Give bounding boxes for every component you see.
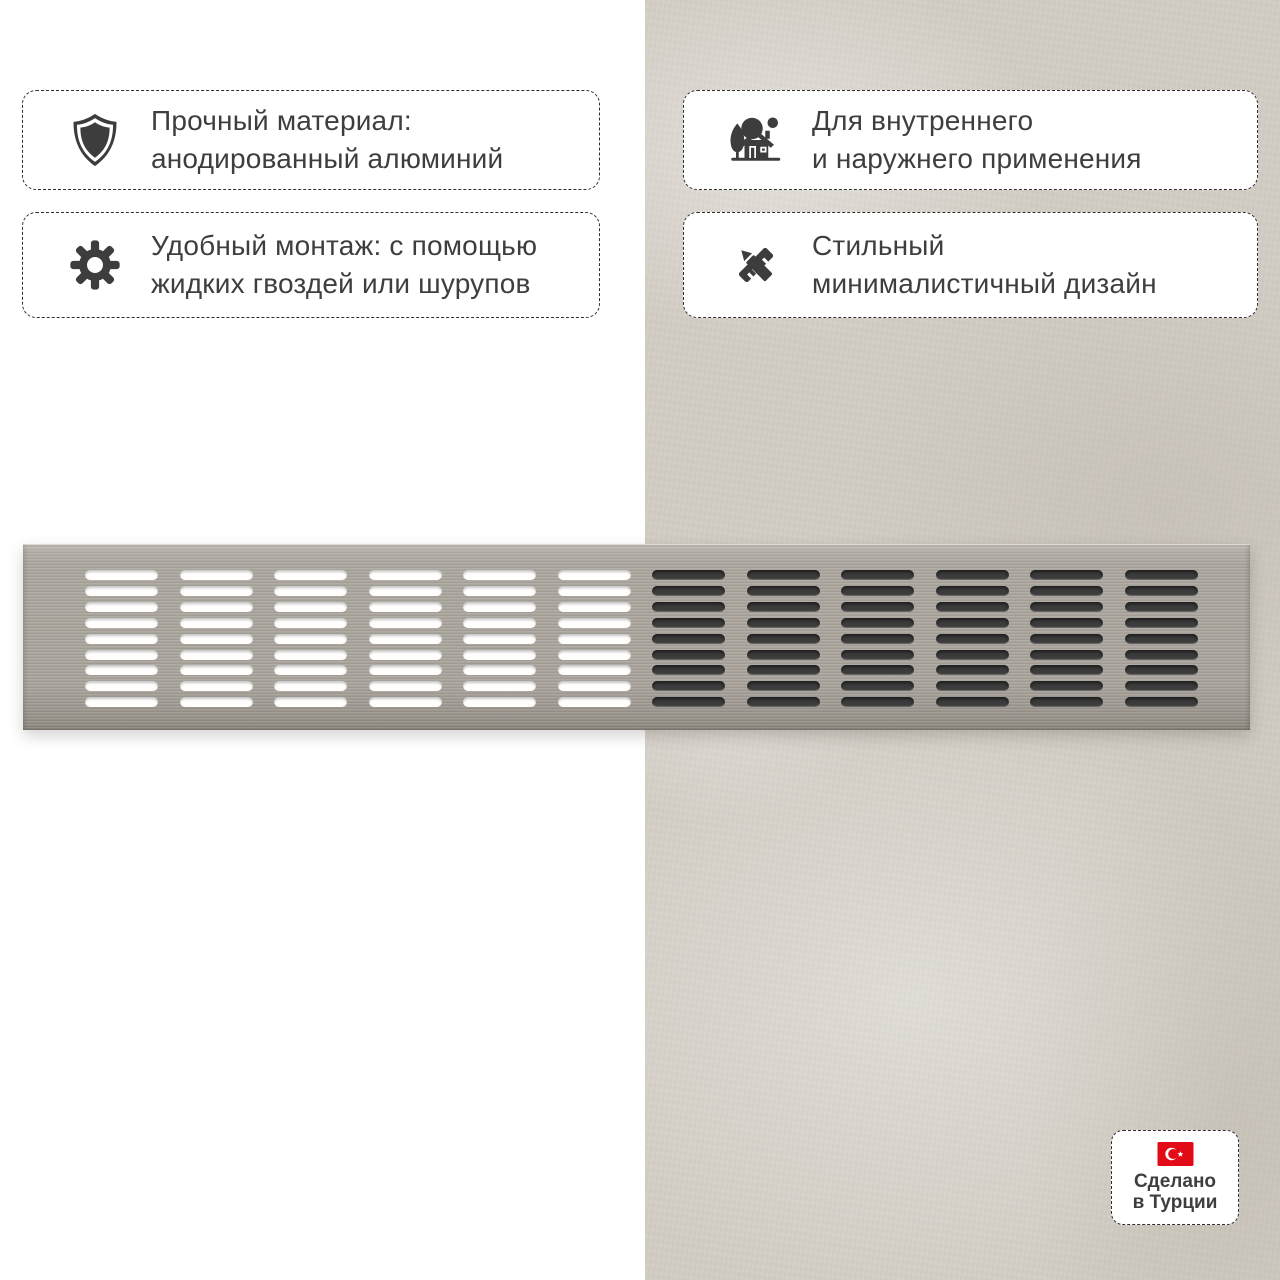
- turkey-flag-icon: [1156, 1142, 1195, 1166]
- grille-slot: [747, 681, 820, 691]
- feature-line: Для внутреннего: [812, 105, 1034, 136]
- feature-text-material: [151, 102, 503, 178]
- made-in-line1: Сделано: [1133, 1171, 1217, 1192]
- grille-slot: [936, 681, 1009, 691]
- grille-slot: [463, 570, 536, 580]
- grille-slot: [85, 634, 158, 644]
- grille-slot: [841, 634, 914, 644]
- grille-slot: [747, 570, 820, 580]
- pencil-ruler-icon: [726, 228, 786, 302]
- grille-slot: [1125, 586, 1198, 596]
- grille-slot: [1030, 570, 1103, 580]
- grille-slot: [274, 602, 347, 612]
- feature-line: минималистичный дизайн: [812, 268, 1157, 299]
- grille-slot: [180, 681, 253, 691]
- grille-slot: [841, 618, 914, 628]
- grille-slot: [1125, 681, 1198, 691]
- grille-slot: [369, 602, 442, 612]
- grille-slot: [85, 681, 158, 691]
- grille-slot: [274, 665, 347, 675]
- grille-slot: [369, 665, 442, 675]
- grille-slot: [841, 586, 914, 596]
- grille-slot: [841, 665, 914, 675]
- grille-slot: [841, 681, 914, 691]
- grille-slot: [558, 697, 631, 707]
- grille-slot: [180, 697, 253, 707]
- grille-slot: [274, 634, 347, 644]
- grille-slot: [369, 586, 442, 596]
- gear-icon: [65, 228, 125, 302]
- grille-slot: [1125, 602, 1198, 612]
- grille-slot: [463, 586, 536, 596]
- feature-box-mounting: [22, 212, 600, 318]
- grille-slot: [369, 650, 442, 660]
- grille-slot: [841, 570, 914, 580]
- grille-slot: [463, 665, 536, 675]
- grille-slot: [85, 665, 158, 675]
- grille-slot: [274, 681, 347, 691]
- grille-slot: [1125, 618, 1198, 628]
- grille-slot: [369, 618, 442, 628]
- grille-slot: [180, 586, 253, 596]
- grille-slot: [85, 650, 158, 660]
- feature-line: жидких гвоздей или шурупов: [151, 268, 531, 299]
- grille-slot: [747, 618, 820, 628]
- feature-box-material: [22, 90, 600, 190]
- feature-line: Удобный монтаж: с помощью: [151, 230, 538, 261]
- grille-slot: [841, 602, 914, 612]
- grille-slot: [274, 570, 347, 580]
- grille-slot: [463, 602, 536, 612]
- grille-slot: [1125, 634, 1198, 644]
- grille-slot: [274, 618, 347, 628]
- grille-slot: [369, 634, 442, 644]
- grille-slot: [936, 650, 1009, 660]
- grille-slot: [180, 634, 253, 644]
- feature-text-mounting: [151, 227, 537, 303]
- grille-slot: [1030, 681, 1103, 691]
- feature-box-usage: [683, 90, 1258, 190]
- grille-slot: [463, 650, 536, 660]
- grille-slot: [369, 681, 442, 691]
- grille-slot: [1125, 650, 1198, 660]
- grille-slot: [841, 650, 914, 660]
- grille-slot: [558, 681, 631, 691]
- grille-slot: [180, 570, 253, 580]
- feature-line: и наружнего применения: [812, 143, 1142, 174]
- grille-slot: [558, 586, 631, 596]
- grille-slot: [652, 618, 725, 628]
- grille-slot: [652, 586, 725, 596]
- grille-slot: [463, 618, 536, 628]
- grille-slot: [747, 602, 820, 612]
- grille-slot: [936, 618, 1009, 628]
- grille-slot: [841, 697, 914, 707]
- grille-slot: [180, 618, 253, 628]
- made-in-badge: [1111, 1130, 1239, 1225]
- vent-grille: [23, 544, 1250, 730]
- grille-slot: [747, 665, 820, 675]
- grille-slot: [180, 650, 253, 660]
- grille-slot: [652, 570, 725, 580]
- grille-slot: [558, 665, 631, 675]
- grille-slot: [652, 650, 725, 660]
- grille-slot: [1030, 650, 1103, 660]
- grille-slot: [85, 586, 158, 596]
- grille-slot: [1030, 665, 1103, 675]
- grille-slot: [936, 665, 1009, 675]
- grille-slot: [558, 650, 631, 660]
- made-in-text: [1133, 1171, 1218, 1213]
- grille-slot: [652, 602, 725, 612]
- feature-text-design: [812, 227, 1157, 303]
- feature-line: Прочный материал:: [151, 105, 412, 136]
- grille-slot: [1030, 586, 1103, 596]
- grille-slot: [274, 586, 347, 596]
- grille-slot: [1030, 697, 1103, 707]
- grille-slot: [463, 634, 536, 644]
- grille-slot: [747, 586, 820, 596]
- grille-slot: [369, 697, 442, 707]
- feature-text-usage: [812, 102, 1142, 178]
- grille-slot: [85, 618, 158, 628]
- grille-slot: [652, 697, 725, 707]
- grille-slot: [85, 570, 158, 580]
- grille-slot: [180, 602, 253, 612]
- feature-line: Стильный: [812, 230, 945, 261]
- grille-slot: [558, 570, 631, 580]
- grille-slot: [180, 665, 253, 675]
- feature-line: анодированный алюминий: [151, 143, 504, 174]
- grille-slot: [936, 586, 1009, 596]
- grille-slot: [652, 681, 725, 691]
- grille-slot: [463, 697, 536, 707]
- grille-slot: [747, 650, 820, 660]
- grille-slot: [85, 697, 158, 707]
- grille-slot: [652, 634, 725, 644]
- grille-slot: [936, 634, 1009, 644]
- grille-slot: [936, 570, 1009, 580]
- grille-slot: [558, 634, 631, 644]
- grille-slot: [936, 602, 1009, 612]
- made-in-line2: в Турции: [1132, 1192, 1218, 1213]
- grille-slot: [1125, 665, 1198, 675]
- grille-slot: [85, 602, 158, 612]
- grille-slot: [274, 650, 347, 660]
- grille-slot: [1030, 618, 1103, 628]
- grille-slot: [558, 618, 631, 628]
- grille-slot: [1125, 697, 1198, 707]
- grille-slot: [1030, 602, 1103, 612]
- grille-slot: [936, 697, 1009, 707]
- grille-slot: [369, 570, 442, 580]
- grille-slot: [747, 697, 820, 707]
- grille-slot: [747, 634, 820, 644]
- shield-icon: [65, 103, 125, 177]
- grille-slot: [463, 681, 536, 691]
- house-icon: [726, 103, 786, 177]
- feature-box-design: [683, 212, 1258, 318]
- grille-slot: [1125, 570, 1198, 580]
- grille-slot: [1030, 634, 1103, 644]
- grille-slot: [558, 602, 631, 612]
- grille-slot: [652, 665, 725, 675]
- grille-slot: [274, 697, 347, 707]
